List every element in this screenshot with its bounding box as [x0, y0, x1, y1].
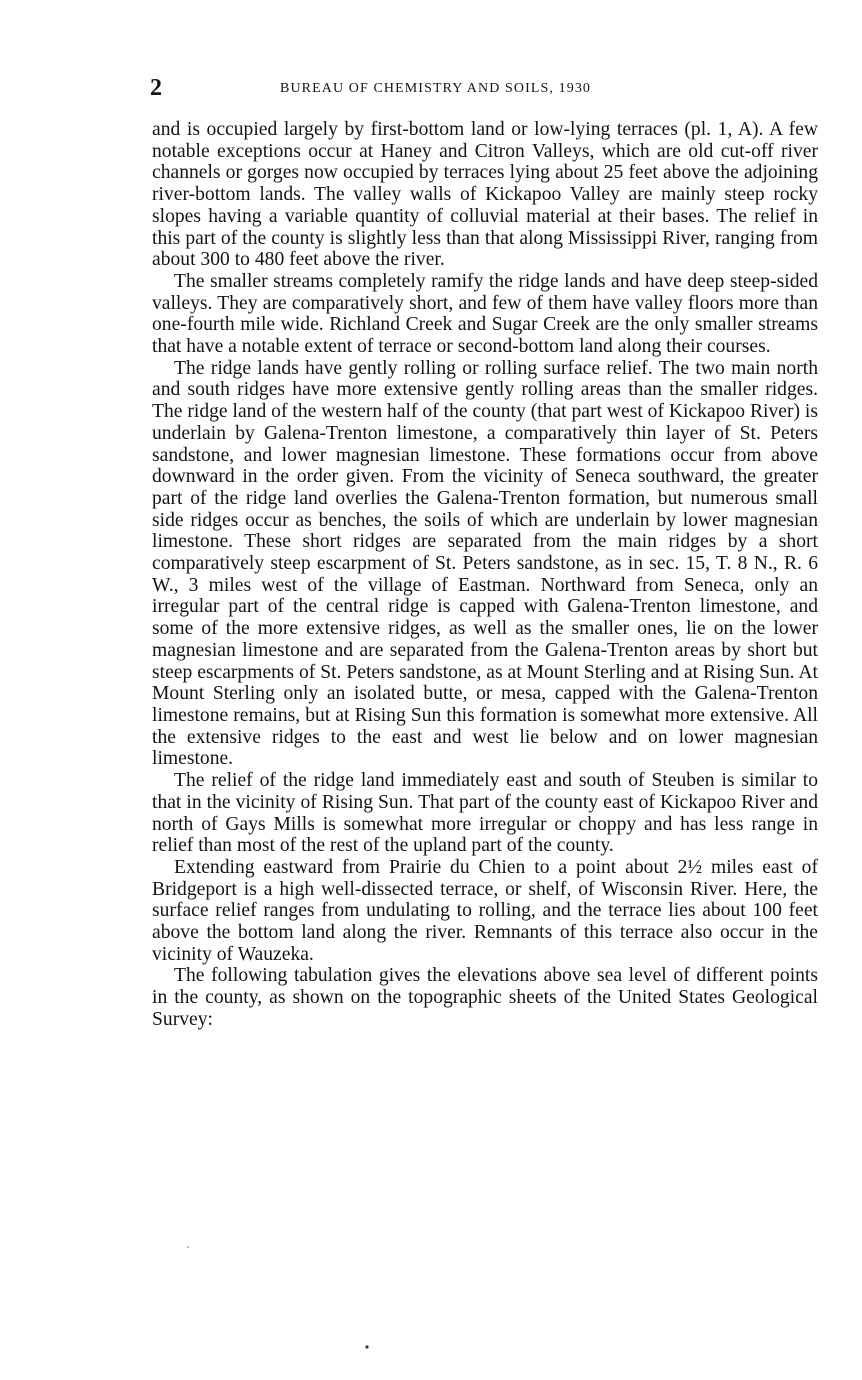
speck-mark — [365, 1345, 368, 1348]
paragraph: The following tabulation gives the elevations above sea level of different points in the county, as shown on the topographic sheets of the United States Geological Survey: — [152, 965, 818, 1030]
paragraph: The smaller streams completely ramify the ridge lands and have deep steep-sided valleys. They are comparatively short, and few of them have valley floors more than one-fourth mile wide. Richland Creek and Sugar Creek are the only smaller streams that have a notable extent of terrace or second-bottom land along their courses. — [152, 270, 818, 358]
body-text — [152, 119, 818, 1031]
speck-mark — [187, 1246, 189, 1248]
paragraph-continued: and is occupied largely by first-bottom land or low-lying terraces (pl. 1, A). A few notable exceptions occur at Haney and Citron Valleys, which are old cut-off river channels or gorges now occupied by terraces lying about 25 feet above the adjoining river-bottom lands. The valley walls of Kickapoo Valley are mainly steep rocky slopes having a variable quantity of colluvial material at their bases. The relief in this part of the county is slightly less than that along Mississippi River, ranging from about 300 to 480 feet above the river. — [152, 119, 818, 271]
paragraph: The ridge lands have gently rolling or rolling surface relief. The two main north and south ridges have more extensive gently rolling areas than the smaller ridges. The ridge land of the western half of the county (that part west of Kickapoo River) is underlain by Galena-Trenton limestone, a comparatively thin layer of St. Peters sandstone, and lower magnesian limestone. These formations occur from above downward in the order given. From the vicinity of Seneca southward, the greater part of the ridge land overlies the Galena-Trenton formation, but numerous small side ridges occur as benches, the soils of which are underlain by lower magnesian limestone. These short ridges are separated from the main ridges by a short comparatively steep escarpment of St. Peters sandstone, as in sec. 15, T. 8 N., R. 6 W., 3 miles west of the village of Eastman. Northward from Seneca, only an irregular part of the central ridge is capped with Galena-Trenton limestone, and some of the more extensive ridges, as well as the smaller ones, lie on the lower magnesian limestone and are separated from the Galena-Trenton areas by short but steep escarpments of St. Peters sandstone, as at Mount Sterling and at Rising Sun. At Mount Sterling only an isolated butte, or mesa, capped with the Galena-Trenton limestone remains, but at Rising Sun this formation is somewhat more extensive. All the extensive ridges to the east and west lie below and on lower magnesian limestone. — [152, 357, 818, 770]
paragraph: Extending eastward from Prairie du Chien to a point about 2½ miles east of Bridgeport is a high well-dissected terrace, or shelf, of Wisconsin River. Here, the surface relief ranges from undulating to rolling, and the terrace lies about 100 feet above the bottom land along the river. Remnants of this terrace also occur in the vicinity of Wauzeka. — [152, 856, 818, 965]
running-head: BUREAU OF CHEMISTRY AND SOILS, 1930 — [280, 81, 592, 96]
page-header — [150, 74, 818, 102]
paragraph: The relief of the ridge land immediately east and south of Steuben is similar to that in the vicinity of Rising Sun. That part of the county east of Kickapoo River and north of Gays Mills is somewhat more irregular or choppy and has less range in relief than most of the rest of the upland part of the county. — [152, 770, 818, 857]
page-number: 2 — [150, 75, 162, 101]
